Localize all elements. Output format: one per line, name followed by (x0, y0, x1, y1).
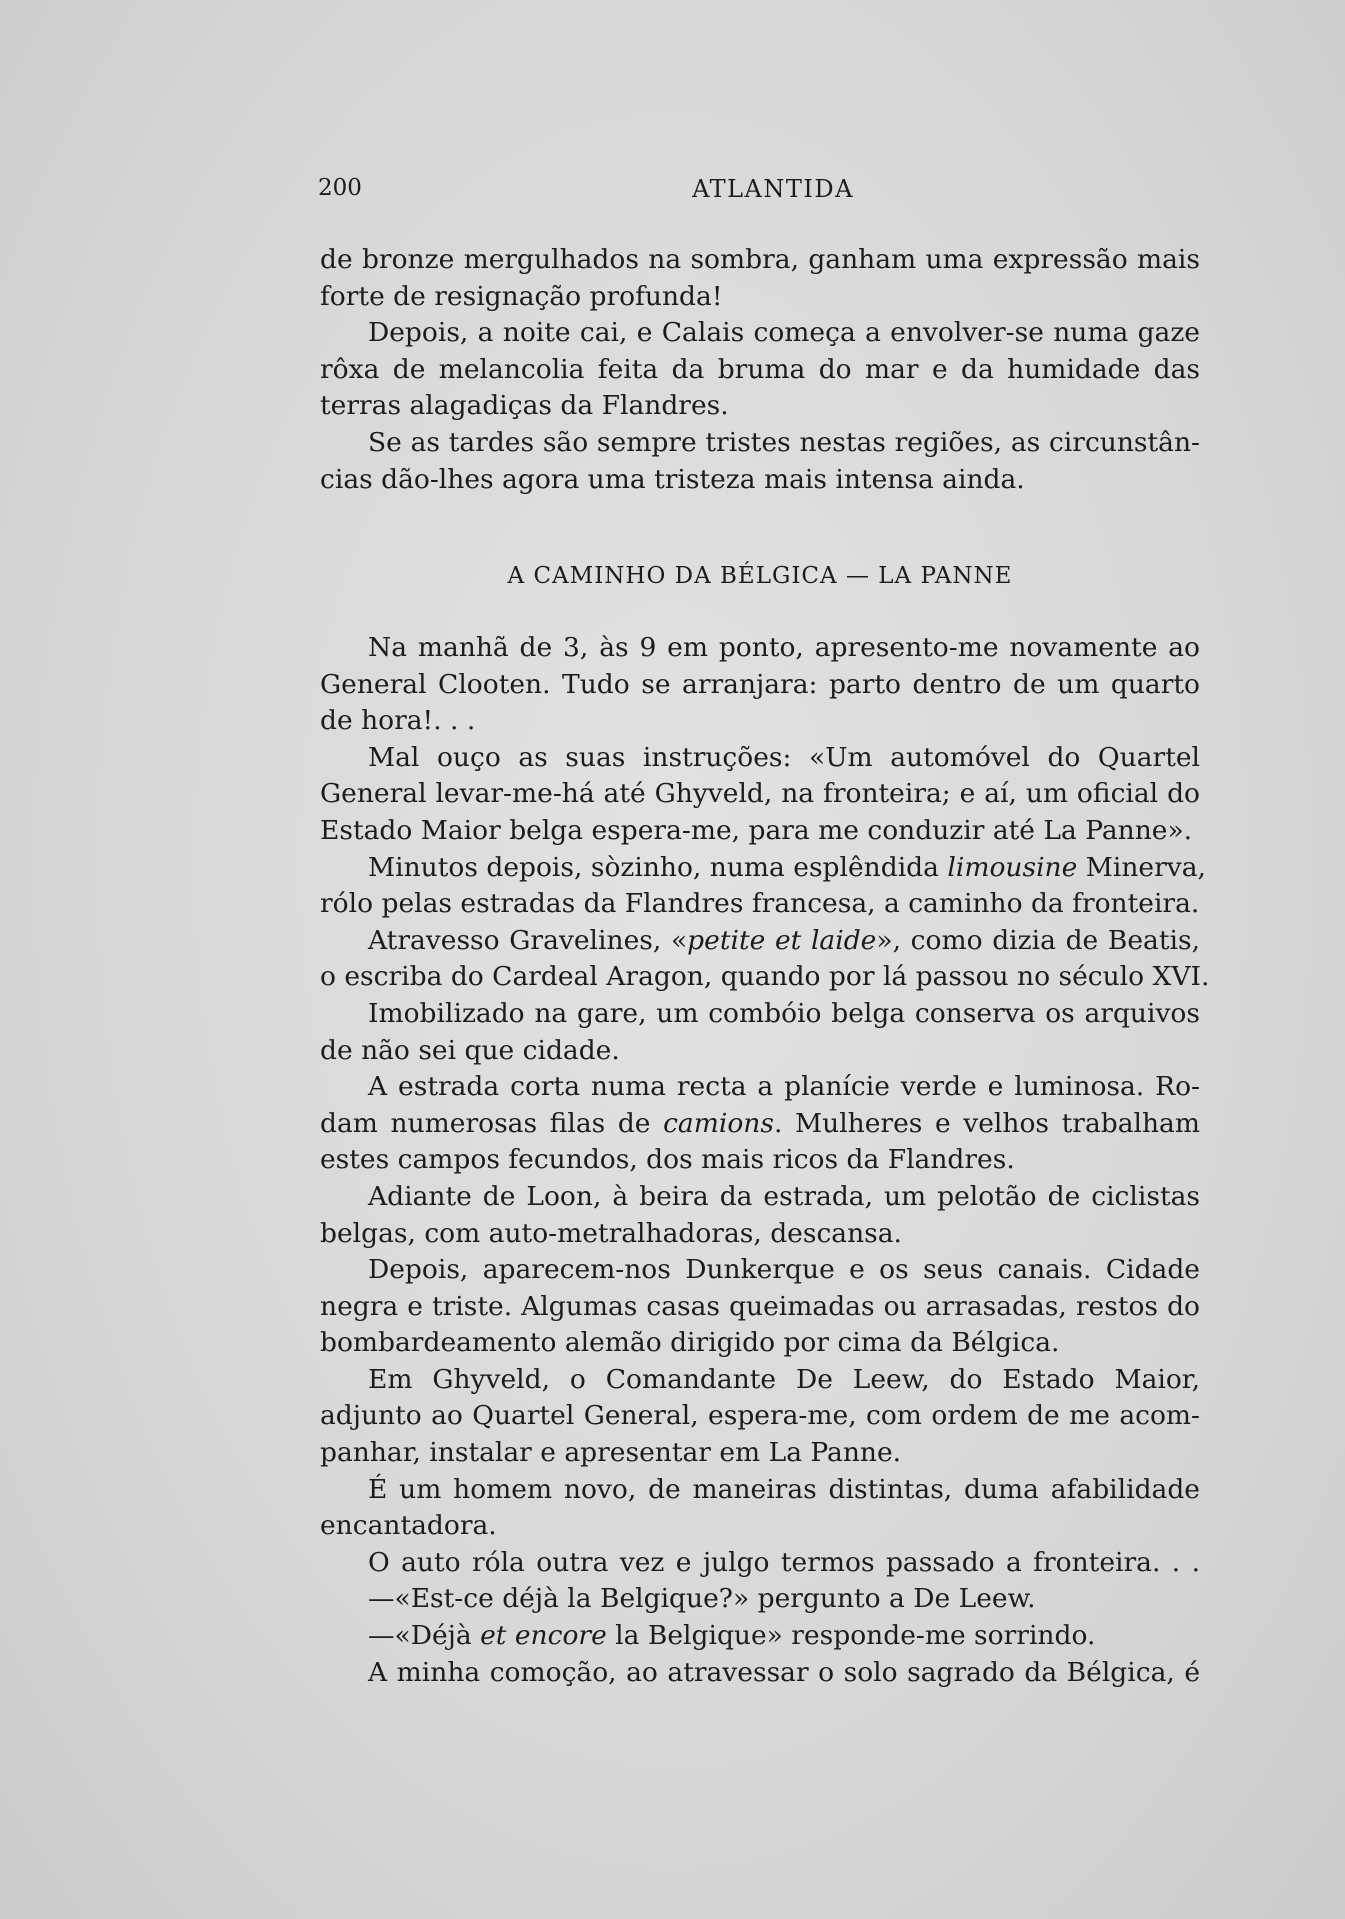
paragraph (320, 1618, 1200, 1655)
text-line: Mal ouço as suas instruções: «Um automóvel do Quartel (368, 741, 1200, 773)
page-header (318, 175, 1198, 209)
paragraph (320, 1472, 1200, 1545)
paragraph (320, 1362, 1200, 1472)
paragraph (320, 850, 1206, 923)
text-line: Adiante de Loon, à beira da estrada, um pelotão de ciclistas (368, 1180, 1200, 1212)
paragraph (320, 1581, 1200, 1618)
text-line: Imobilizado na gare, um combóio belga conserva os arquivos (368, 997, 1200, 1029)
text-line: Depois, a noite cai, e Calais começa a envolver-se numa gaze (368, 317, 1200, 349)
text-line: forte de resignação profunda! (320, 280, 723, 312)
section-title: A CAMINHO DA BÉLGICA — LA PANNE (507, 563, 1013, 589)
text-line: —«Est-ce déjà la Belgique?» pergunto a De Leew. (368, 1583, 1036, 1615)
text-line: o escriba do Cardeal Aragon, quando por lá passou no século XVI. (320, 961, 1210, 993)
text-line: A estrada corta numa recta a planície verde e luminosa. Ro- (368, 1071, 1200, 1103)
text-line: Atravesso Gravelines, «petite et laide», como dizia de Beatis, (368, 924, 1200, 956)
body-text-block (320, 630, 1210, 1691)
top-text-block (320, 242, 1200, 498)
paragraph (320, 315, 1200, 425)
paragraph (320, 1545, 1200, 1582)
text-line: de hora!. . . (320, 705, 476, 737)
text-line: —«Déjà et encore la Belgique» responde-me sorrindo. (368, 1620, 1096, 1652)
text-line: Depois, aparecem-nos Dunkerque e os seus canais. Cidade (368, 1254, 1200, 1286)
text-line: cias dão-lhes agora uma tristeza mais intensa ainda. (320, 463, 1025, 495)
text-line: rólo pelas estradas da Flandres francesa, a caminho da fronteira. (320, 888, 1200, 920)
text-line: General levar-me-há até Ghyveld, na fronteira; e aí, um oficial do (320, 778, 1200, 810)
paragraph (320, 1069, 1200, 1179)
paragraph (320, 996, 1200, 1069)
text-line: dam numerosas filas de camions. Mulheres e velhos trabalham (320, 1107, 1200, 1139)
text-line: O auto róla outra vez e julgo termos passado a fronteira. . . (368, 1546, 1200, 1578)
text-line: negra e triste. Algumas casas queimadas ou arrasadas, restos do (320, 1290, 1200, 1322)
paragraph (320, 1252, 1200, 1362)
paragraph (320, 242, 1200, 315)
text-line: Minutos depois, sòzinho, numa esplêndida limousine Minerva, (368, 851, 1206, 883)
text-line: Na manhã de 3, às 9 em ponto, apresento-me novamente ao (368, 632, 1200, 663)
text-line: terras alagadiças da Flandres. (320, 390, 729, 422)
text-line: estes campos fecundos, dos mais ricos da Flandres. (320, 1144, 1015, 1176)
text-line: Estado Maior belga espera-me, para me conduzir até La Panne». (320, 814, 1193, 846)
paragraph (320, 923, 1210, 996)
text-line: rôxa de melancolia feita da bruma do mar e da humidade das (320, 353, 1200, 385)
running-title: ATLANTIDA (692, 175, 854, 203)
paragraph (320, 425, 1200, 498)
text-line: de bronze mergulhados na sombra, ganham uma expressão mais (320, 244, 1200, 275)
text-line: Em Ghyveld, o Comandante De Leew, do Estado Maior, (368, 1363, 1200, 1395)
paragraph (320, 1655, 1200, 1692)
text-line: Se as tardes são sempre tristes nestas regiões, as circunstân- (368, 426, 1200, 458)
text-line: bombardeamento alemão dirigido por cima da Bélgica. (320, 1327, 1060, 1359)
text-line: belgas, com auto-metralhadoras, descansa. (320, 1217, 902, 1249)
text-line: A minha comoção, ao atravessar o solo sagrado da Bélgica, é (368, 1656, 1200, 1688)
text-line: encantadora. (320, 1510, 497, 1542)
text-line: General Clooten. Tudo se arranjara: parto dentro de um quarto (320, 668, 1200, 700)
paragraph (320, 630, 1200, 740)
text-line: É um homem novo, de maneiras distintas, duma afabilidade (368, 1473, 1200, 1505)
paragraph (320, 740, 1200, 850)
text-line: de não sei que cidade. (320, 1034, 620, 1066)
page-number: 200 (318, 175, 362, 201)
text-line: panhar, instalar e apresentar em La Panne. (320, 1437, 902, 1469)
paragraph (320, 1179, 1200, 1252)
text-line: adjunto ao Quartel General, espera-me, com ordem de me acom- (320, 1400, 1200, 1432)
